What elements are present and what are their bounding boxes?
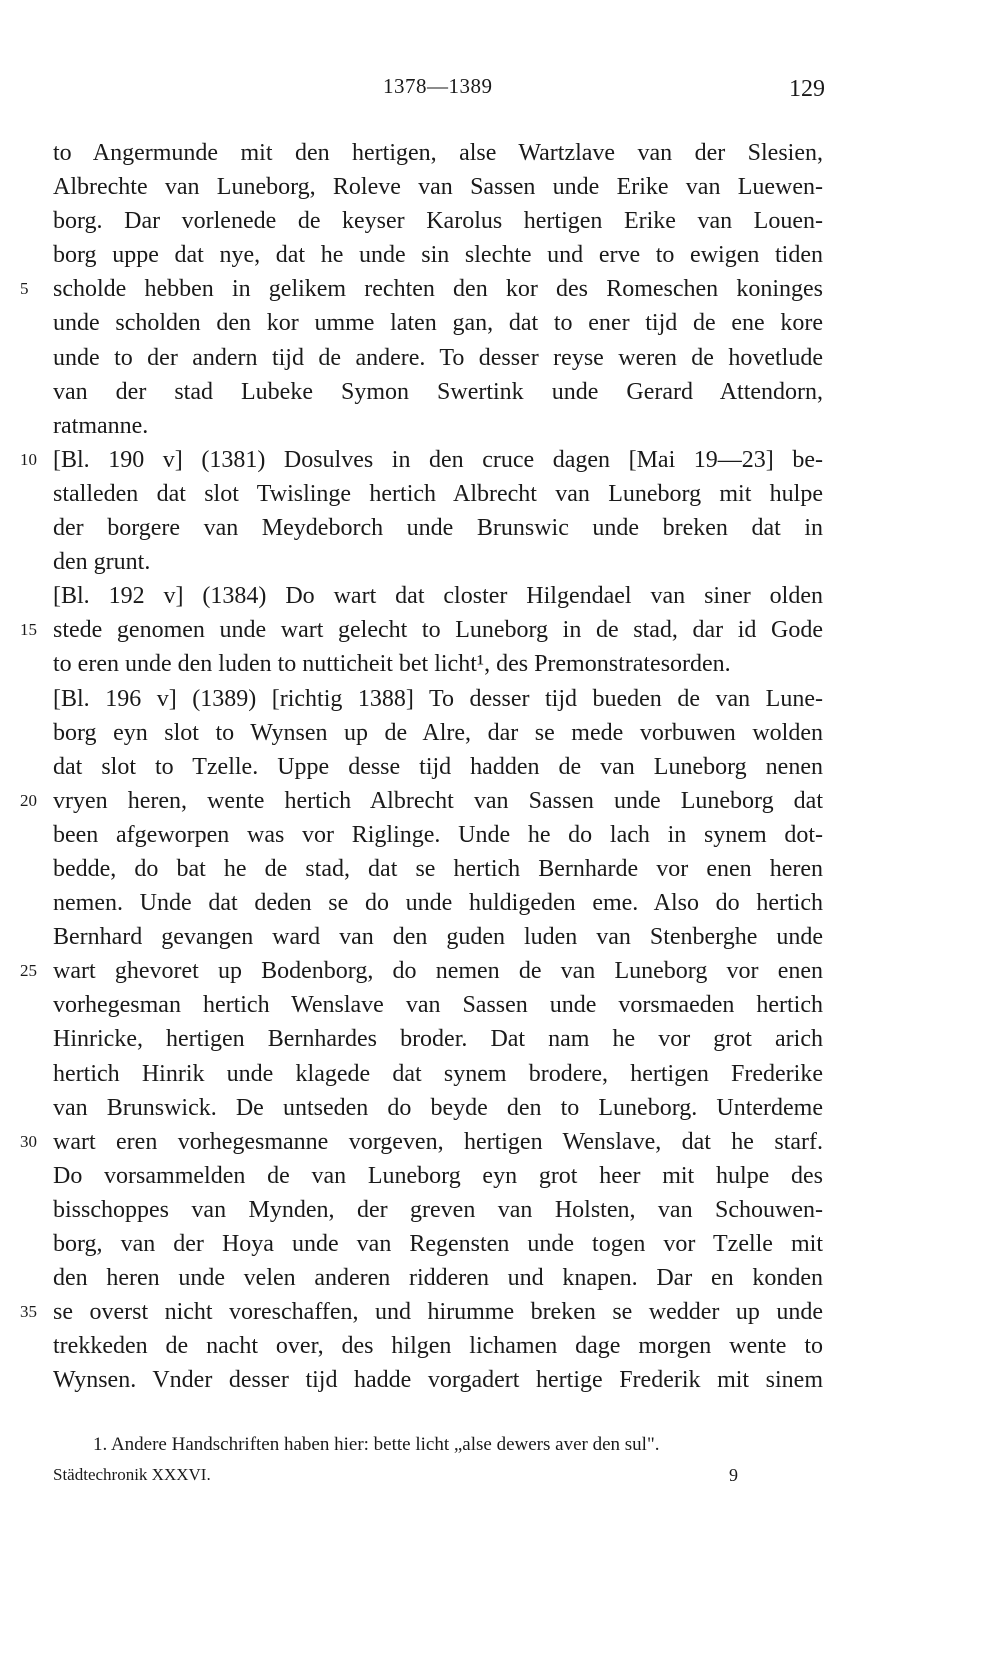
line-text: to eren unde den luden to nutticheit bet licht¹, des Premonstratesorden. bbox=[53, 651, 731, 678]
text-line bbox=[20, 954, 823, 988]
line-text: se overst nicht voreschaffen, und hirumme breken se wedder up unde bbox=[53, 1299, 823, 1326]
text-line bbox=[53, 204, 823, 238]
line-number: 5 bbox=[20, 279, 29, 299]
text-line bbox=[53, 920, 823, 954]
line-text: ratmanne. bbox=[53, 412, 149, 439]
text-line bbox=[53, 545, 823, 579]
line-text: been afgeworpen was vor Riglinge. Unde he do lach in synem dot- bbox=[53, 821, 823, 848]
text-line bbox=[53, 306, 823, 340]
line-text: borg, van der Hoya unde van Regensten unde togen vor Tzelle mit bbox=[53, 1231, 823, 1257]
text-line bbox=[53, 886, 823, 920]
text-line bbox=[53, 682, 823, 716]
line-text: wart eren vorhegesmanne vorgeven, hertigen Wenslave, dat he starf. bbox=[53, 1128, 823, 1155]
line-number: 35 bbox=[20, 1302, 37, 1322]
text-line bbox=[53, 750, 823, 784]
page-header bbox=[53, 70, 823, 110]
text-line bbox=[53, 1057, 823, 1091]
line-text: dat slot to Tzelle. Uppe desse tijd hadden de van Luneborg nenen bbox=[53, 753, 823, 780]
line-text: Albrechte van Luneborg, Rolеve van Sassen unde Erike van Luewen- bbox=[53, 174, 823, 201]
line-text: van der stad Lubeke Symon Swertink unde Gerard Attendorn, bbox=[53, 378, 823, 405]
text-line bbox=[20, 443, 823, 477]
line-text: der borgere van Meydeborch unde Brunswic unde breken dat in bbox=[53, 515, 823, 542]
text-line bbox=[53, 1329, 823, 1363]
line-number: 20 bbox=[20, 790, 37, 810]
signature-mark: 9 bbox=[729, 1465, 738, 1485]
text-line bbox=[53, 477, 823, 511]
line-text: Wynsen. Vnder desser tijd hadde vorgadert hertige Frederik mit sinem bbox=[53, 1367, 823, 1394]
text-line bbox=[20, 613, 823, 647]
text-line bbox=[53, 647, 823, 681]
footnote bbox=[53, 1430, 823, 1460]
text-line bbox=[20, 1295, 823, 1329]
text-line bbox=[53, 1363, 823, 1397]
text-line bbox=[53, 852, 823, 886]
line-text: bisschoppes van Mynden, der greven van Holsten, van Schouwen- bbox=[53, 1196, 823, 1223]
line-text: to Angermunde mit den hertigen, alse Wartzlave van der Slesien, bbox=[53, 140, 823, 166]
text-line bbox=[53, 409, 823, 443]
line-text: Bernhard gevangen ward van den guden luden van Stenberghe unde bbox=[53, 924, 823, 951]
line-text: vryen heren, wente hertich Albrecht van Sassen unde Luneborg dat bbox=[53, 787, 823, 814]
line-text: den grunt. bbox=[53, 549, 151, 576]
text-line bbox=[53, 170, 823, 204]
line-text: scholde hebben in gelikem rechten den kor des Romeschen koninges bbox=[53, 276, 823, 303]
line-text: borg eyn slot to Wynsen up de Alre, dar se mede vorbuwen wolden bbox=[53, 719, 823, 746]
line-number: 15 bbox=[20, 620, 37, 640]
text-line bbox=[53, 579, 823, 613]
line-text: [Bl. 196 v] (1389) [richtig 1388] To desser tijd bueden de van Lune- bbox=[53, 685, 823, 712]
text-line bbox=[53, 1022, 823, 1056]
line-number: 10 bbox=[20, 449, 37, 469]
line-text: bedde, do bat he de stad, dat se hertich Bernharde vor enen heren bbox=[53, 855, 823, 882]
text-line bbox=[53, 1091, 823, 1125]
line-text: den heren unde velen anderen ridderen und knapen. Dar en konden bbox=[53, 1265, 823, 1292]
text-line bbox=[53, 988, 823, 1022]
text-line bbox=[53, 716, 823, 750]
line-text: wart ghevoret up Bodenborg, do nemen de van Luneborg vor enen bbox=[53, 958, 823, 985]
line-text: borg. Dar vorlenede de keyser Karolus hertigen Erike van Louen- bbox=[53, 208, 823, 235]
line-text: unde scholden den kor umme laten gan, dat to ener tijd de ene kore bbox=[53, 310, 823, 337]
text-line bbox=[20, 1125, 823, 1159]
signature-line bbox=[53, 1462, 823, 1488]
line-text: van Brunswick. De untseden do beyde den to Luneborg. Unterdeme bbox=[53, 1094, 823, 1121]
line-text: borg uppe dat nye, dat he unde sin slechte und erve to ewigen tiden bbox=[53, 242, 823, 269]
line-text: Hinricke, hertigen Bernhardes broder. Dat nam he vor grot arich bbox=[53, 1026, 823, 1053]
line-number: 25 bbox=[20, 961, 37, 981]
text-line bbox=[53, 1227, 823, 1261]
text-line bbox=[20, 784, 823, 818]
text-line bbox=[53, 375, 823, 409]
signature-label: Städtechronik XXXVI. bbox=[53, 1465, 211, 1484]
text-line bbox=[53, 1159, 823, 1193]
line-text: vorhegesman hertich Wenslave van Sassen unde vorsmaeden hertich bbox=[53, 992, 823, 1019]
text-line bbox=[20, 272, 823, 306]
text-line bbox=[53, 1261, 823, 1295]
page-number: 129 bbox=[789, 76, 825, 102]
text-line bbox=[53, 238, 823, 272]
line-text: Do vorsammelden de van Luneborg eyn grot heer mit hulpe des bbox=[53, 1162, 823, 1189]
body-text bbox=[20, 136, 823, 1397]
line-text: stalleden dat slot Twislinge hertich Albrecht van Luneborg mit hulpe bbox=[53, 480, 823, 507]
line-text: [Bl. 192 v] (1384) Do wart dat closter Hilgendael van siner olden bbox=[53, 583, 823, 610]
text-line bbox=[53, 511, 823, 545]
line-text: trekkeden de nacht over, des hilgen lichamen dage morgen wente to bbox=[53, 1333, 823, 1360]
line-number: 30 bbox=[20, 1131, 37, 1151]
text-line bbox=[53, 818, 823, 852]
line-text: nemen. Unde dat deden se do unde huldigeden eme. Also do hertich bbox=[53, 890, 823, 917]
text-line bbox=[53, 1193, 823, 1227]
line-text: hertich Hinrik unde klagede dat synem brodere, hertigen Frederike bbox=[53, 1060, 823, 1087]
footnote-text: 1. Andere Handschriften haben hier: bette licht „alse dewers aver den sul". bbox=[93, 1434, 660, 1455]
running-head: 1378—1389 bbox=[383, 74, 493, 98]
line-text: [Bl. 190 v] (1381) Dosulves in den cruce dagen [Mai 19—23] be- bbox=[53, 446, 823, 473]
line-text: unde to der andern tijd de andere. To desser reyse weren de hovetlude bbox=[53, 344, 823, 371]
line-text: stede genomen unde wart gelecht to Luneborg in de stad, dar id Gode bbox=[53, 617, 823, 644]
text-line bbox=[53, 136, 823, 170]
text-line bbox=[53, 341, 823, 375]
